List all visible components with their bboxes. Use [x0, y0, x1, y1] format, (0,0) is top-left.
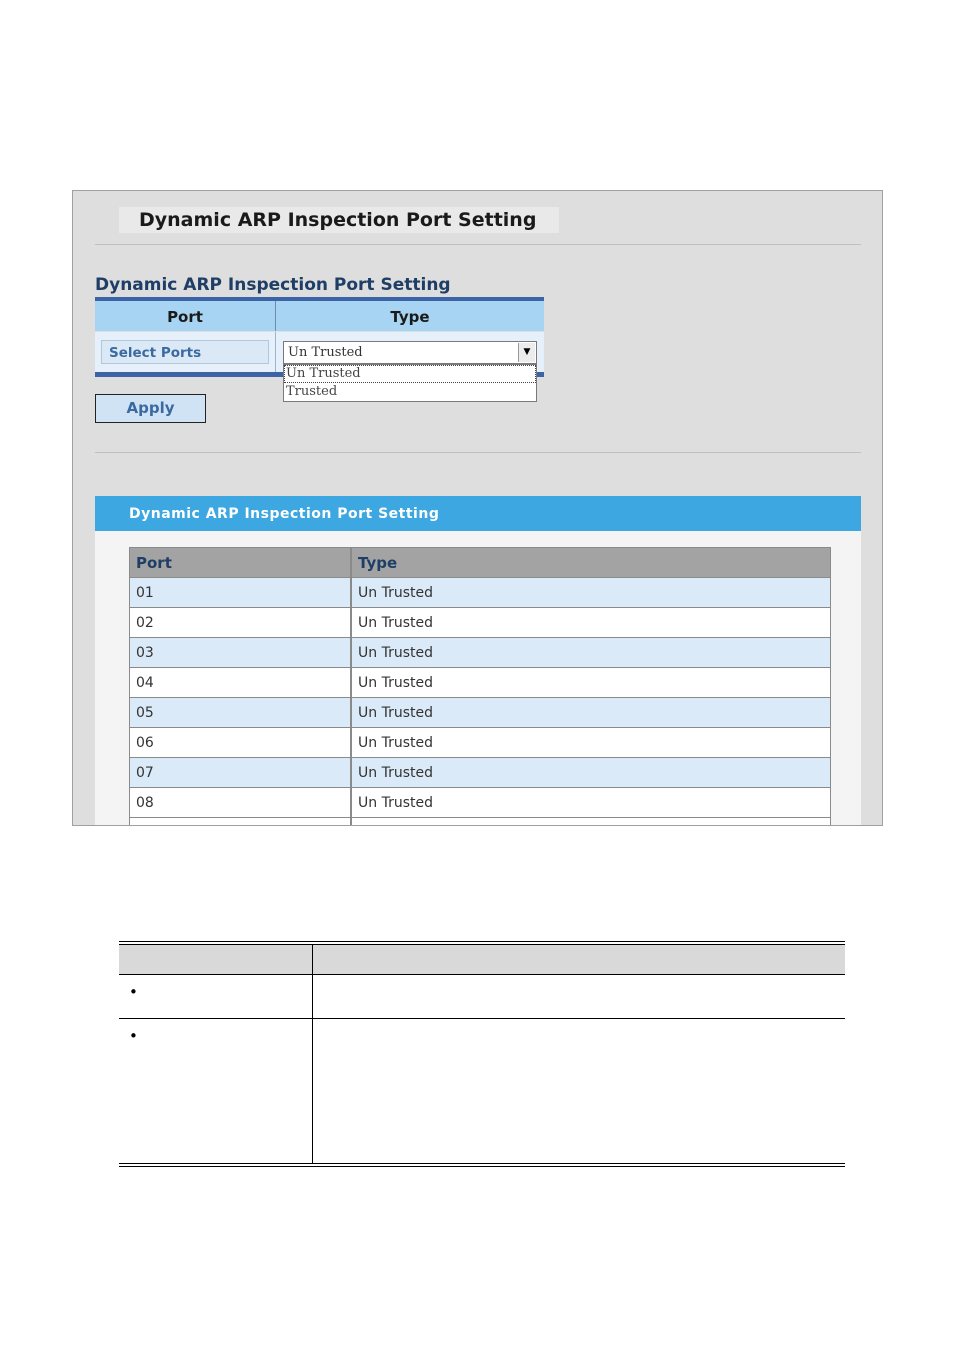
page-title: Dynamic ARP Inspection Port Setting: [119, 207, 559, 233]
row-type: Un Trusted: [358, 645, 433, 661]
apply-button[interactable]: Apply: [95, 394, 206, 423]
type-option-trusted[interactable]: Trusted: [286, 384, 338, 399]
table-row: [130, 638, 830, 668]
row-type: Un Trusted: [358, 765, 433, 781]
row-type: Un Trusted: [358, 615, 433, 631]
column-divider: [275, 332, 276, 372]
row-port: 03: [130, 638, 352, 667]
description-table: [119, 941, 845, 1167]
table-row: [130, 578, 830, 608]
table-row: [130, 668, 830, 698]
row-port: 02: [130, 608, 352, 637]
type-option-un-trusted[interactable]: Un Trusted: [284, 365, 536, 383]
row-port: 01: [130, 578, 352, 607]
table-rule: [119, 974, 845, 975]
table-rule: [119, 1163, 845, 1164]
description-table-header: [119, 945, 845, 974]
type-select-value: Un Trusted: [288, 345, 363, 360]
row-port: 04: [130, 668, 352, 697]
select-ports-button[interactable]: Select Ports: [101, 340, 269, 364]
chevron-down-icon[interactable]: ▼: [518, 343, 535, 362]
column-divider: [312, 945, 313, 1164]
status-panel-title: Dynamic ARP Inspection Port Setting: [95, 496, 861, 531]
table-row: [130, 728, 830, 758]
status-header-port: Port: [130, 548, 352, 577]
table-rule: [119, 941, 845, 942]
divider: [95, 244, 861, 245]
table-row: [130, 758, 830, 788]
table-row: [130, 788, 830, 818]
form-header-type: Type: [276, 301, 544, 331]
row-type: Un Trusted: [358, 585, 433, 601]
status-table-header: [130, 548, 830, 578]
row-type: Un Trusted: [358, 675, 433, 691]
divider: [95, 452, 861, 453]
row-port: 05: [130, 698, 352, 727]
row-type: Un Trusted: [358, 735, 433, 751]
type-select[interactable]: [283, 341, 537, 364]
bullet-icon: •: [129, 1027, 138, 1045]
row-type: Un Trusted: [358, 795, 433, 811]
form-section-title: Dynamic ARP Inspection Port Setting: [95, 275, 451, 295]
row-port: 08: [130, 788, 352, 817]
row-port: 07: [130, 758, 352, 787]
table-row-partial: [130, 818, 830, 826]
bullet-icon: •: [129, 983, 138, 1001]
status-panel: [95, 496, 861, 826]
status-table: [129, 547, 831, 826]
table-rule: [119, 1018, 845, 1019]
table-row: [130, 608, 830, 638]
row-port: 06: [130, 728, 352, 757]
screenshot-frame: [72, 190, 883, 826]
type-dropdown-list: [283, 364, 537, 402]
table-rule: [119, 1166, 845, 1167]
table-row: [130, 698, 830, 728]
row-type: Un Trusted: [358, 705, 433, 721]
row-port: [130, 818, 352, 826]
row-type: [352, 818, 830, 826]
form-header-port: Port: [95, 301, 276, 331]
status-header-type: Type: [358, 554, 398, 572]
